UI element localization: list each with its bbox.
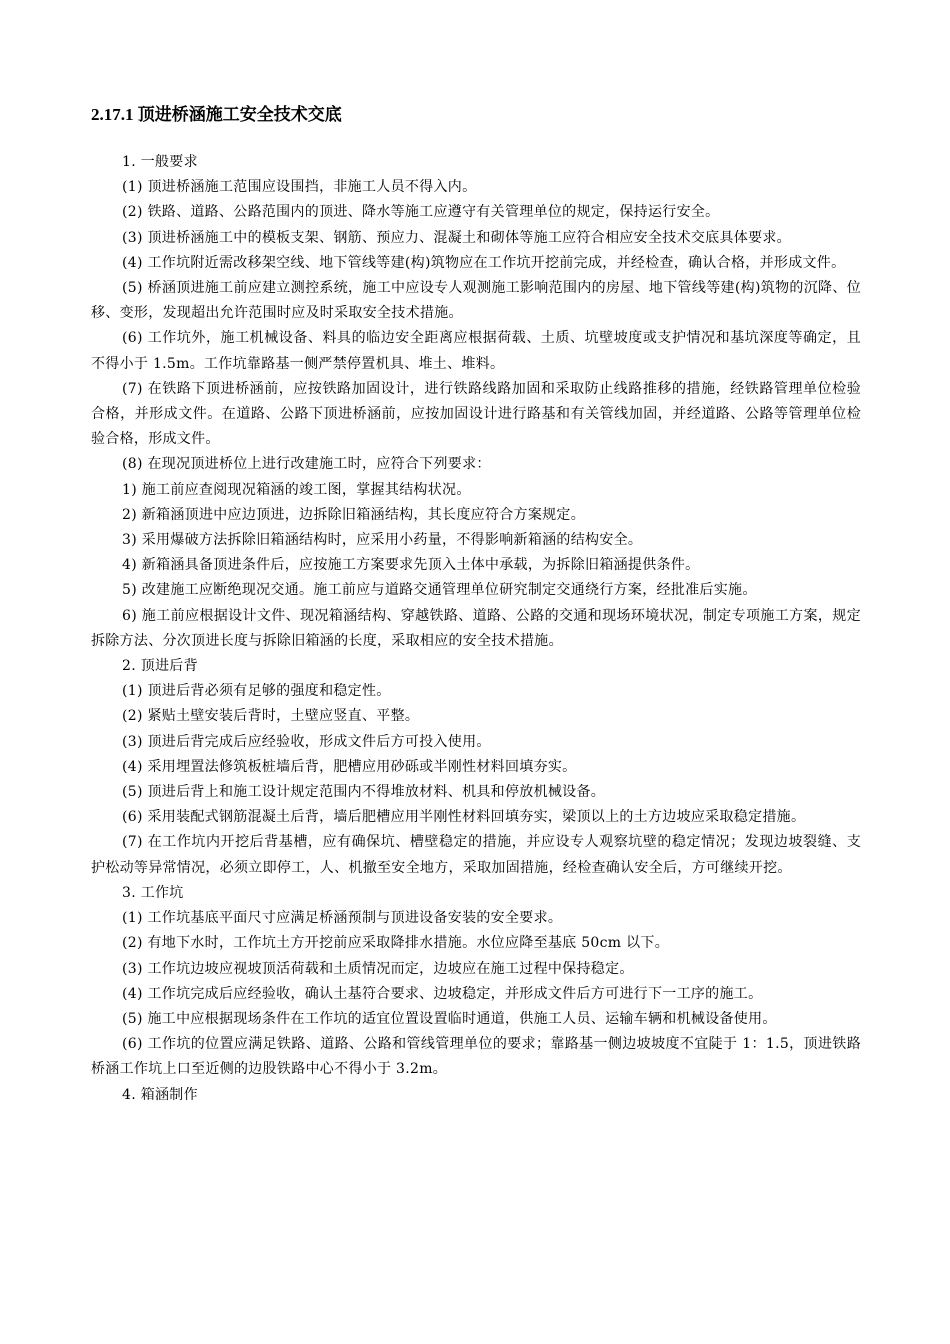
- paragraph: (3) 顶进后背完成后应经验收，形成文件后方可投入使用。: [122, 733, 491, 750]
- paragraph: 6) 施工前应根据设计文件、现况箱涵结构、穿越铁路、道路、公路的交通和现场环境状况，制定专项施工方案，规定拆除方法、分次顶进长度与拆除旧箱涵的长度，采取相应的安全技术措施。: [91, 607, 861, 649]
- paragraph: (6) 采用装配式钢筋混凝土后背，墙后肥槽应用半刚性材料回填夯实，梁顶以上的土方边坡应采取稳定措施。: [122, 809, 806, 826]
- paragraph: 2) 新箱涵顶进中应边顶进，边拆除旧箱涵结构，其长度应符合方案规定。: [122, 506, 586, 523]
- section-title: 2.17.1 顶进桥涵施工安全技术交底: [91, 105, 342, 124]
- paragraph: 5) 改建施工应断绝现况交通。施工前应与道路交通管理单位研究制定交通绕行方案，经批准后实施。: [122, 582, 757, 599]
- paragraph: (2) 紧贴土壁安装后背时，土壁应竖直、平整。: [122, 708, 420, 725]
- paragraph: 1. 一般要求: [122, 154, 198, 170]
- document-body: [91, 150, 861, 1108]
- paragraph: (1) 顶进后背必须有足够的强度和稳定性。: [122, 683, 391, 700]
- paragraph: (4) 工作坑附近需改移架空线、地下管线等建(构)筑物应在工作坑开挖前完成，并经检查，确认合格，并形成文件。: [122, 254, 846, 271]
- paragraph: (1) 顶进桥涵施工范围应设围挡，非施工人员不得入内。: [122, 179, 477, 196]
- paragraph: (4) 工作坑完成后应经验收，确认土基符合要求、边坡稳定，并形成文件后方可进行下一工序的施工。: [122, 985, 763, 1002]
- paragraph: (5) 顶进后背上和施工设计规定范围内不得堆放材料、机具和停放机械设备。: [122, 784, 606, 801]
- paragraph: 4. 箱涵制作: [122, 1086, 198, 1103]
- paragraph: 3. 工作坑: [122, 884, 184, 901]
- paragraph: (7) 在工作坑内开挖后背基槽，应有确保坑、槽壁稳定的措施，并应设专人观察坑壁的稳定情况；发现边坡裂缝、支护松动等异常情况，必须立即停工，人、机撤至安全地方，采取加固措施，经检查确认安全后，方可继续开挖。: [91, 834, 861, 876]
- paragraph: (5) 施工中应根据现场条件在工作坑的适宜位置设置临时通道，供施工人员、运输车辆和机械设备使用。: [122, 1010, 777, 1027]
- paragraph: 1) 施工前应查阅现况箱涵的竣工图，掌握其结构状况。: [122, 481, 471, 498]
- paragraph: 2. 顶进后背: [122, 658, 198, 675]
- paragraph: (5) 桥涵顶进施工前应建立测控系统，施工中应设专人观测施工影响范围内的房屋、地下管线等建(构)筑物的沉降、位移、变形，发现超出允许范围时应及时采取安全技术措施。: [91, 280, 861, 322]
- paragraph: (4) 采用埋置法修筑板桩墙后背，肥槽应用砂砾或半刚性材料回填夯实。: [122, 758, 577, 775]
- paragraph: (7) 在铁路下顶进桥涵前，应按铁路加固设计，进行铁路线路加固和采取防止线路推移的措施，经铁路管理单位检验合格，并形成文件。在道路、公路下顶进桥涵前，应按加固设计进行路基和有关管线加固，并经道路、公路等管理单位检验合格，形成文件。: [91, 380, 861, 448]
- paragraph: (3) 顶进桥涵施工中的模板支架、钢筋、预应力、混凝土和砌体等施工应符合相应安全技术交底具体要求。: [122, 229, 791, 246]
- paragraph: (8) 在现况顶进桥位上进行改建施工时，应符合下列要求：: [122, 456, 491, 473]
- paragraph: 4) 新箱涵具备顶进条件后，应按施工方案要求先顶入土体中承载，为拆除旧箱涵提供条件。: [122, 557, 700, 574]
- paragraph: (6) 工作坑的位置应满足铁路、道路、公路和管线管理单位的要求；靠路基一侧边坡坡度不宜陡于 1：1.5，顶进铁路桥涵工作坑上口至近侧的边股铁路中心不得小于 3.2m。: [91, 1036, 861, 1078]
- paragraph: 3) 采用爆破方法拆除旧箱涵结构时，应采用小药量，不得影响新箱涵的结构安全。: [122, 532, 643, 549]
- paragraph: (2) 铁路、道路、公路范围内的顶进、降水等施工应遵守有关管理单位的规定，保持运行安全。: [122, 204, 720, 221]
- paragraph: (6) 工作坑外，施工机械设备、料具的临边安全距离应根据荷载、土质、坑壁坡度或支护情况和基坑深度等确定，且不得小于 1.5m。工作坑靠路基一侧严禁停置机具、堆土、堆料。: [91, 330, 861, 372]
- paragraph: (3) 工作坑边坡应视坡顶活荷载和土质情况而定，边坡应在施工过程中保持稳定。: [122, 960, 634, 977]
- paragraph: (1) 工作坑基底平面尺寸应满足桥涵预制与顶进设备安装的安全要求。: [122, 910, 563, 927]
- paragraph: (2) 有地下水时，工作坑土方开挖前应采取降排水措施。水位应降至基底 50cm 以下。: [122, 935, 670, 952]
